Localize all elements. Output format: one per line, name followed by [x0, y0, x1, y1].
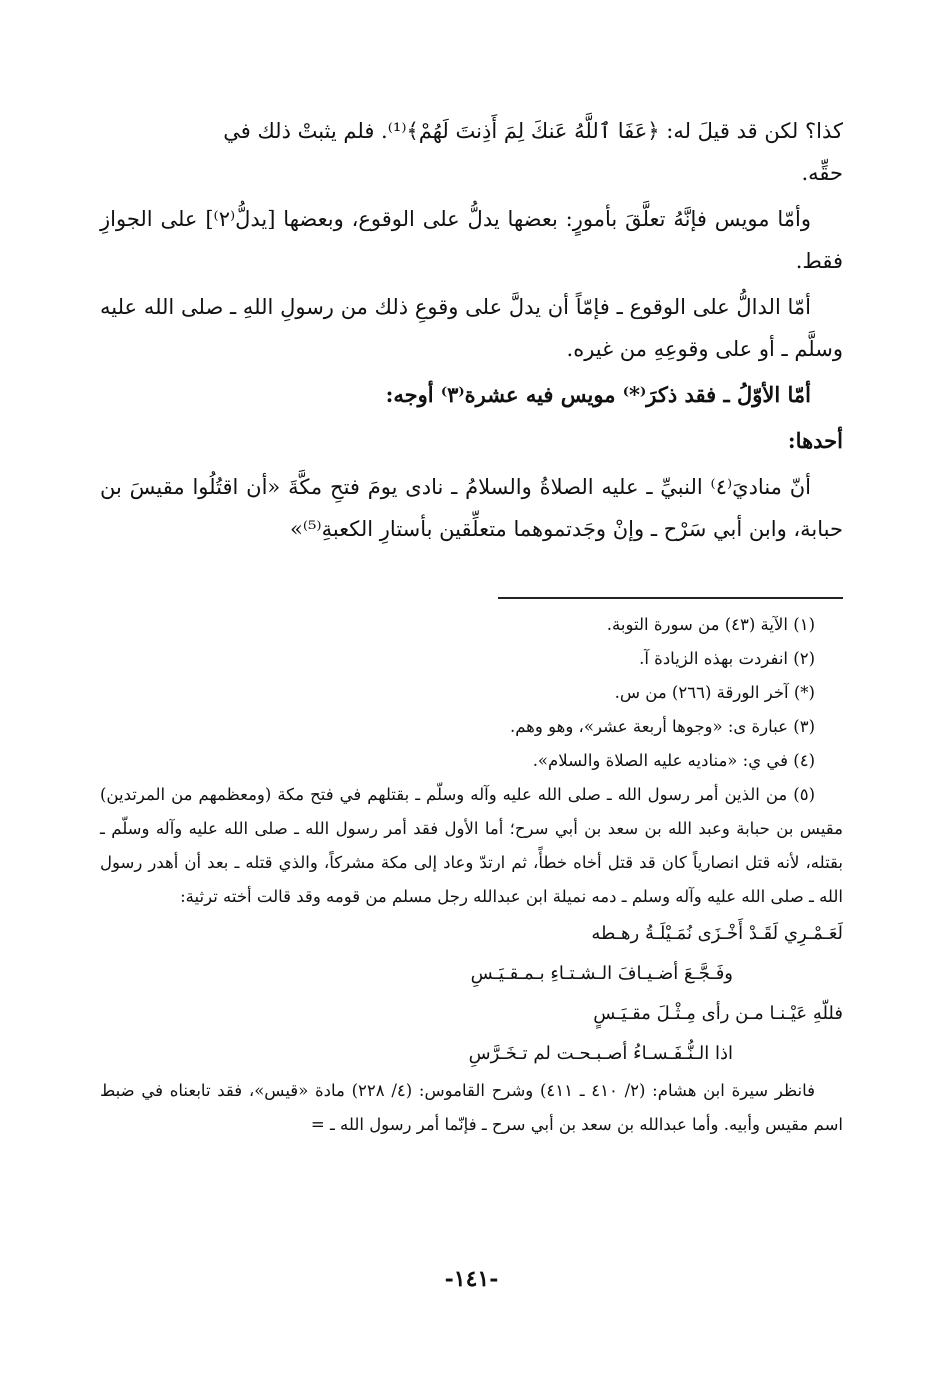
footnote-5-continuation: فانظر سيرة ابن هشام: (٢/ ٤١٠ ـ ٤١١) وشرح القاموس: (٤/ ٢٢٨) مادة «قيس»، فقد تابعناه في ضبط اسم مقيس وأبيه. وأما عبدالله بن سعد بن أبي سرح ـ فإنّما أمر رسول الله ـ =: [100, 1081, 843, 1134]
poem-line-4: اذا الـنُّـفَـسـاءُ أصـبـحـت لم تـخَـرَّسِ: [468, 1043, 733, 1064]
paragraph-1-line-2: حقِّه.: [801, 161, 843, 185]
paragraph-3: أمّا الدالُّ على الوقوع ـ فإمّاً أن يدلَّ على وقوعِ ذلك من رسولِ اللهِ ـ صلى الله عليه وسلَّم ـ أو على وقوعِهِ من غيره.: [100, 295, 843, 361]
footnote-4: (٤) في ي: «مناديه عليه الصلاة والسلام».: [532, 751, 815, 770]
page-number: -١٤١-: [444, 1266, 499, 1292]
footnote-3: (٣) عبارة ى: «وجوها أربعة عشر»، وهو وهم.: [509, 717, 815, 736]
footnotes-block: [100, 608, 843, 1142]
footnote-divider: [498, 597, 843, 599]
paragraph-2: وأمّا مويس فإنَّهُ تعلَّقَ بأمورٍ: بعضها يدلُّ على الوقوع، وبعضها [يدلُّ⁽٢⁾] على الجوازِ فقط.: [100, 207, 843, 273]
footnote-2: (٢) انفردت بهذه الزيادة آ.: [639, 649, 815, 668]
footnote-1: (١) الآية (٤٣) من سورة التوبة.: [606, 615, 815, 634]
paragraph-1-line-1: كذا؟ لكن قد قيلَ له: ﴿عَفَا ٱللَّهُ عَنكَ لِمَ أَذِنتَ لَهُمْ﴾⁽¹⁾. فلم يثبتْ ذلك في: [223, 119, 843, 143]
poem-line-1: لَعَـمْـرِي لَقَـدْ أَخْـزَى نُمَـيْلَـةُ رهـطه: [591, 923, 843, 944]
paragraph-1: [100, 110, 843, 194]
footnote-star: (*) آخر الورقة (٢٦٦) من س.: [614, 683, 815, 702]
poem-line-2: وفَـجَّـعَ أضـيـافَ الـشـتـاءِ بـمـقـيَـسِ: [470, 963, 733, 984]
footnote-5: (٥) من الذين أمر رسول الله ـ صلى الله عليه وآله وسلّم ـ بقتلهم في فتح مكة (ومعظمهم من المرتدين) مقيس بن حبابة وعبد الله بن سعد بن أبي سرح؛ أما الأول فقد أمر رسول الله ـ صلى الله عليه وآله وسلّم ـ بقتله، لأنه قتل انصارياً كان قد قتل أخاه خطأً، ثم ارتدّ وعاد إلى مكة مشركاً، والذي قتله ـ بعد أن أهدر رسول الله ـ صلى الله عليه وآله وسلم ـ دمه نميلة ابن عبدالله رجل مسلم من قومه وقد قالت أخته ترثية:: [100, 785, 843, 906]
main-text-block: [100, 110, 843, 554]
paragraph-4: أمّا الأوّلُ ـ فقد ذكرَ⁽*⁾ مويس فيه عشرة⁽٣⁾ أوجه:: [385, 382, 811, 407]
poem-line-3: فللّهِ عَيْـنـا مـن رأى مِـثْـلَ مقـيَـسٍ: [593, 1003, 843, 1024]
paragraph-5-heading: أحدها:: [787, 428, 843, 453]
paragraph-6: أنّ مناديَ⁽٤⁾ النبيِّ ـ عليه الصلاةُ والسلامُ ـ نادى يومَ فتحِ مكَّةَ «أن اقتُلُوا مقيسَ بن حبابة، وابن أبي سَرْح ـ وإنْ وجَدتموهما متعلِّقين بأستارِ الكعبةِ⁽⁵⁾»: [100, 475, 843, 541]
